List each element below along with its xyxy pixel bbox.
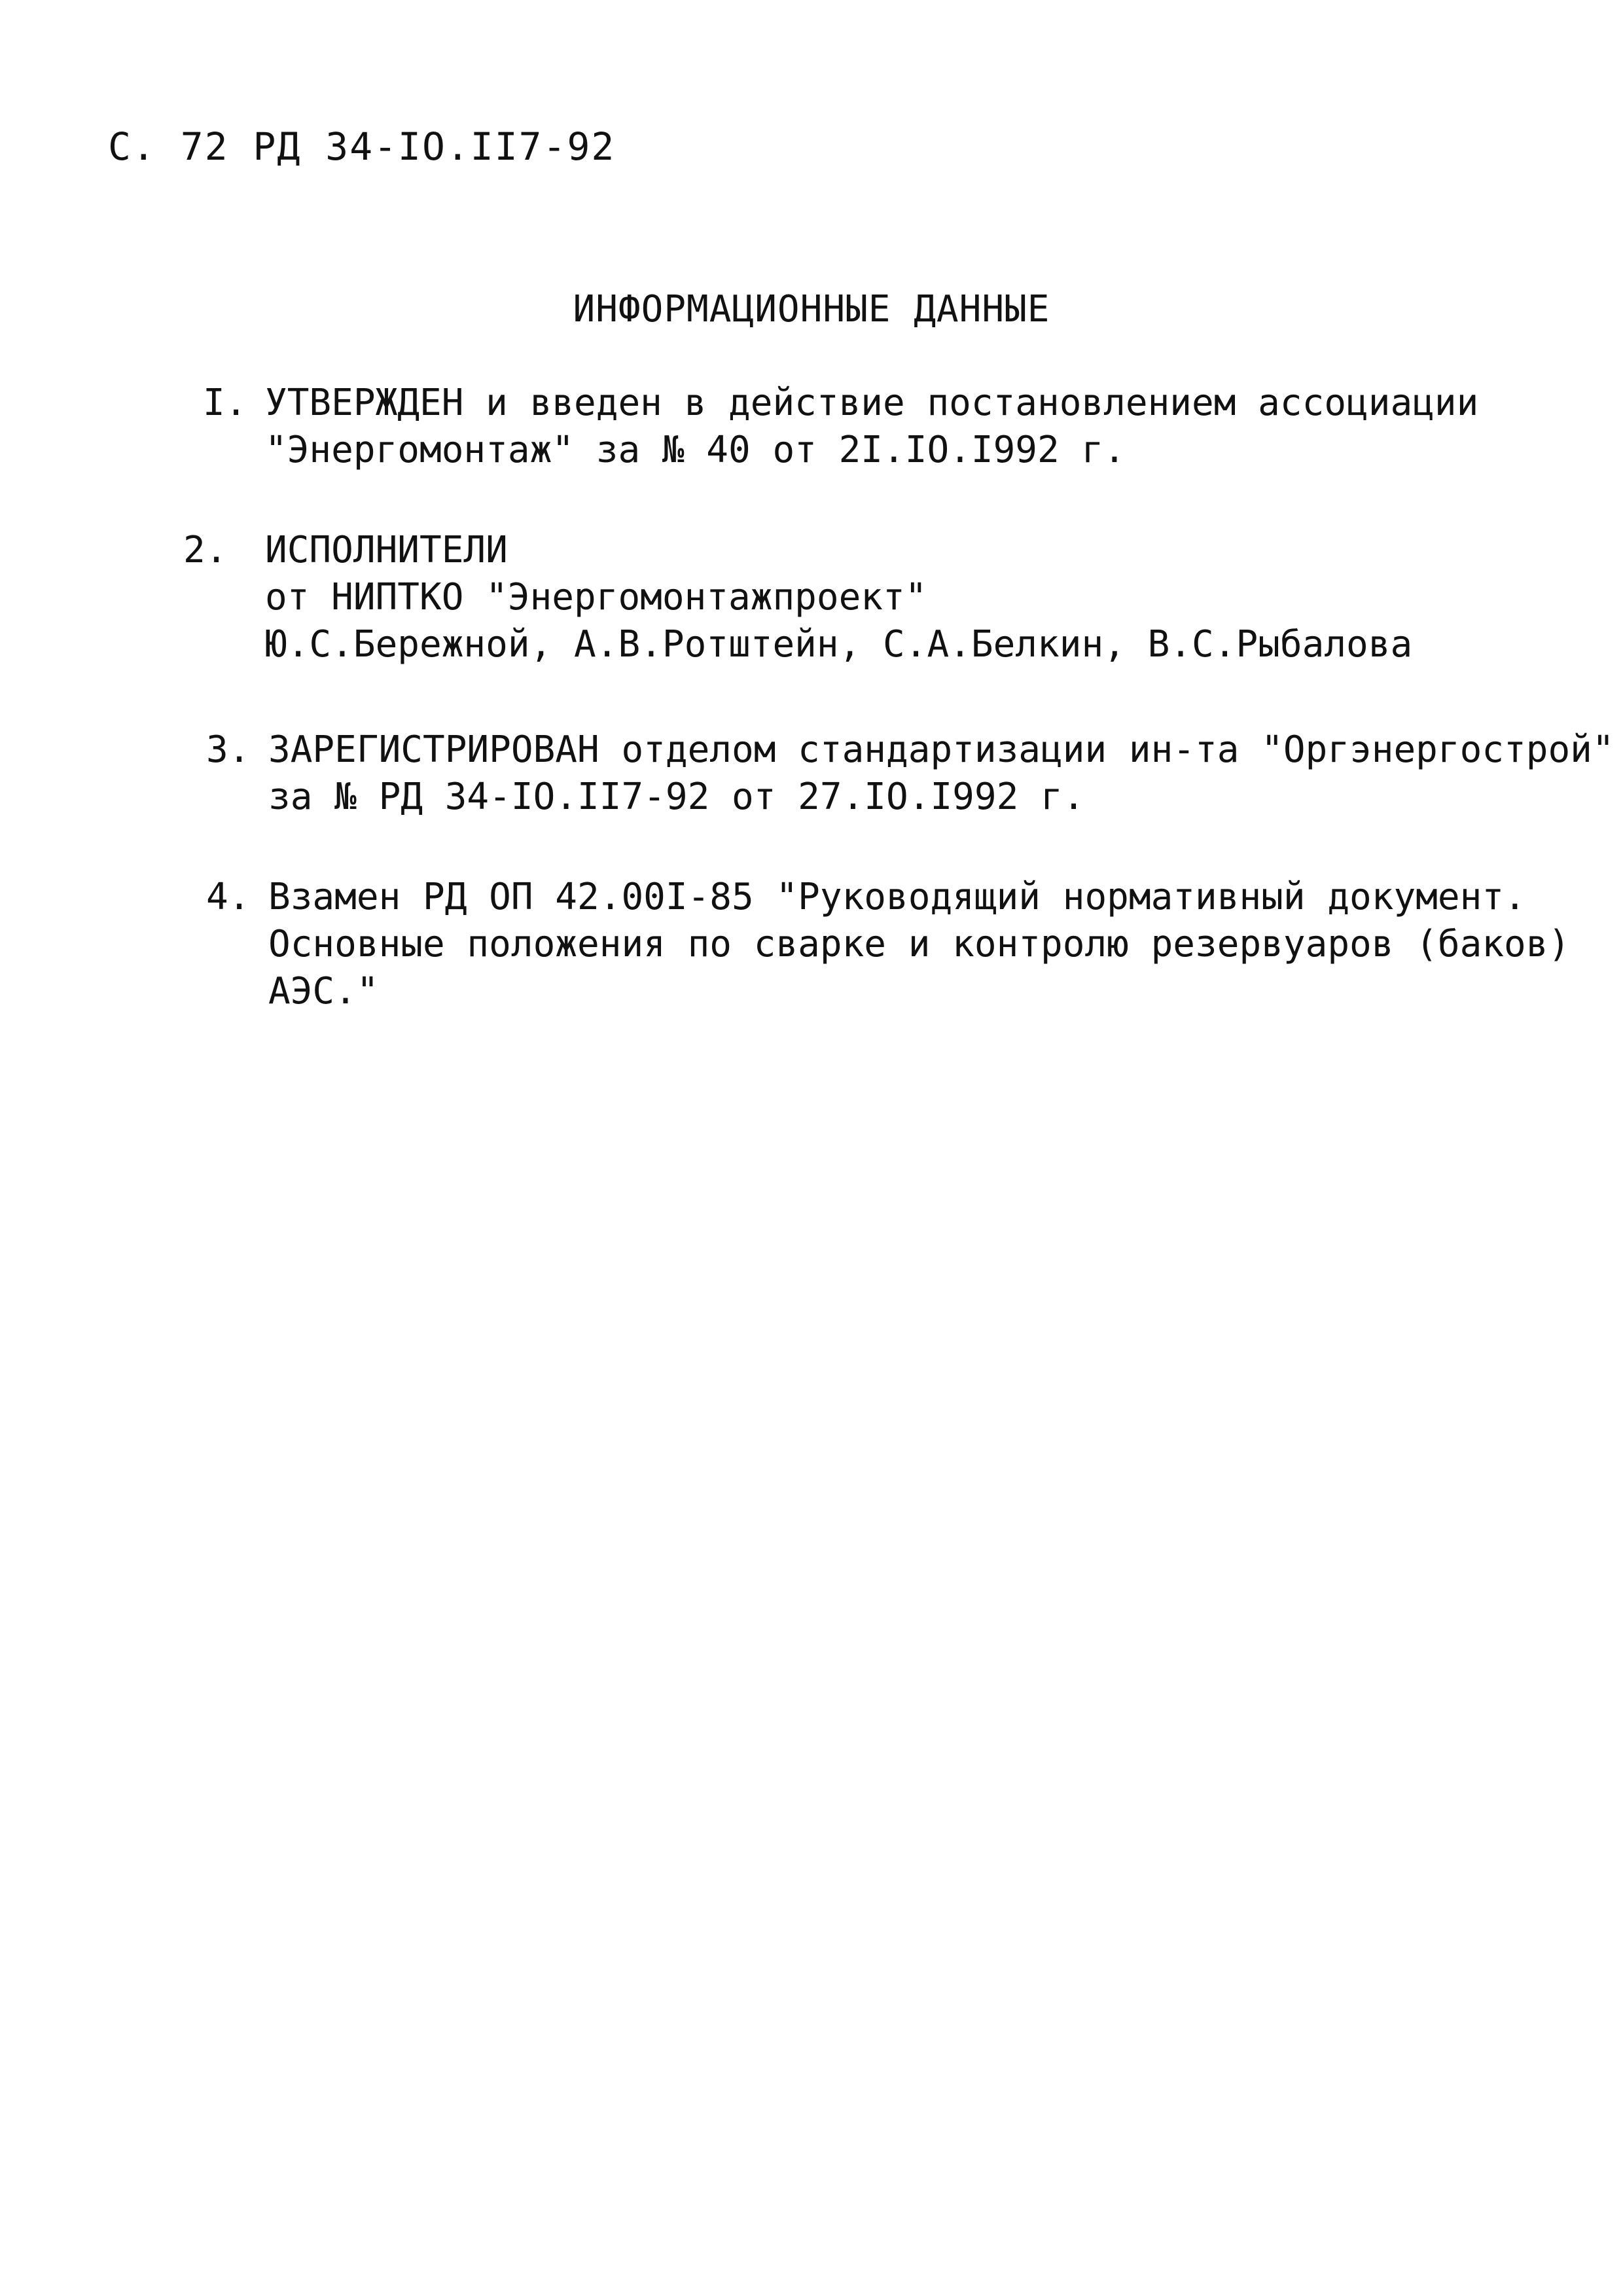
item-line: "Энергомонтаж" за № 40 от 2I.IO.I992 г. — [265, 429, 1126, 471]
item-line: АЭС." — [268, 970, 379, 1013]
item-line: Ю.С.Бережной, А.В.Ротштейн, С.А.Белкин, В.С.Рыбалова — [265, 623, 1413, 666]
item-line: Основные положения по сварке и контролю резервуаров (баков) — [268, 923, 1571, 965]
item-line: ЗАРЕГИСТРИРОВАН отделом стандартизации ин-та "Оргэнергострой" — [268, 728, 1614, 771]
item-line: Взамен РД ОП 42.00I-85 "Руководящий нормативный документ. — [268, 876, 1526, 918]
page-header: С. 72 РД 34-IO.II7-92 — [108, 124, 616, 169]
item-number: 3. — [206, 728, 251, 771]
item-line: ИСПОЛНИТЕЛИ — [265, 529, 508, 571]
item-number: 2. — [183, 529, 228, 571]
item-line: от НИПТКО "Энергомонтажпроект" — [265, 576, 927, 619]
item-line: УТВЕРЖДЕН и введен в действие постановлением ассоциации — [265, 382, 1479, 424]
item-line: за № РД 34-IO.II7-92 от 27.IO.I992 г. — [268, 776, 1085, 818]
item-number: 4. — [206, 876, 251, 918]
document-title: ИНФОРМАЦИОННЫЕ ДАННЫЕ — [573, 288, 1050, 331]
item-number: I. — [203, 382, 247, 424]
